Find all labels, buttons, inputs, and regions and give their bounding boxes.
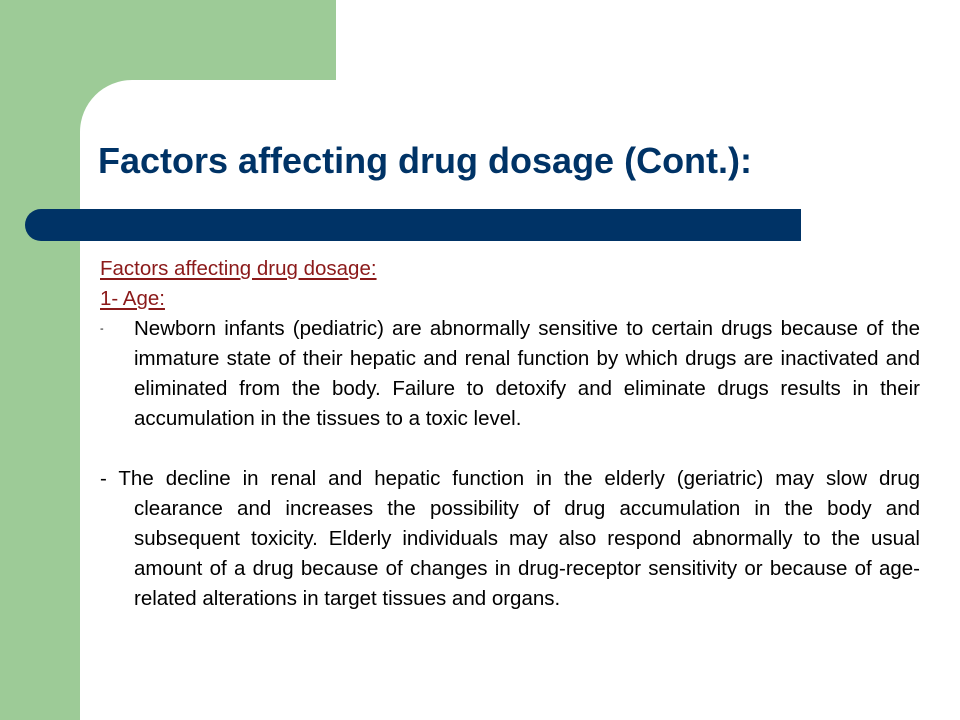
pediatric-paragraph [100,314,920,434]
slide-title: Factors affecting drug dosage (Cont.): [98,140,753,181]
section-label: 1- Age: [100,287,165,310]
dash-bullet: - [100,323,104,335]
subheading: Factors affecting drug dosage: [100,257,377,280]
title-underline-bar [25,209,801,241]
geriatric-paragraph: - The decline in renal and hepatic function in the elderly (geriatric) may slow drug clearance and increases the possibility of drug accumulation in the body and subsequent toxicity. Elderly individuals may also respond abnormally to the usual amount of a drug because of changes in drug-receptor sensitivity or because of age-related alterations in target tissues and organs. [100,467,920,610]
pediatric-paragraph-text: Newborn infants (pediatric) are abnormally sensitive to certain drugs because of the immature state of their hepatic and renal function by which drugs are inactivated and eliminated from the body. Failure to detoxify and eliminate drugs results in their accumulation in the tissues to a toxic level. [134,317,920,430]
slide-body [100,254,920,614]
